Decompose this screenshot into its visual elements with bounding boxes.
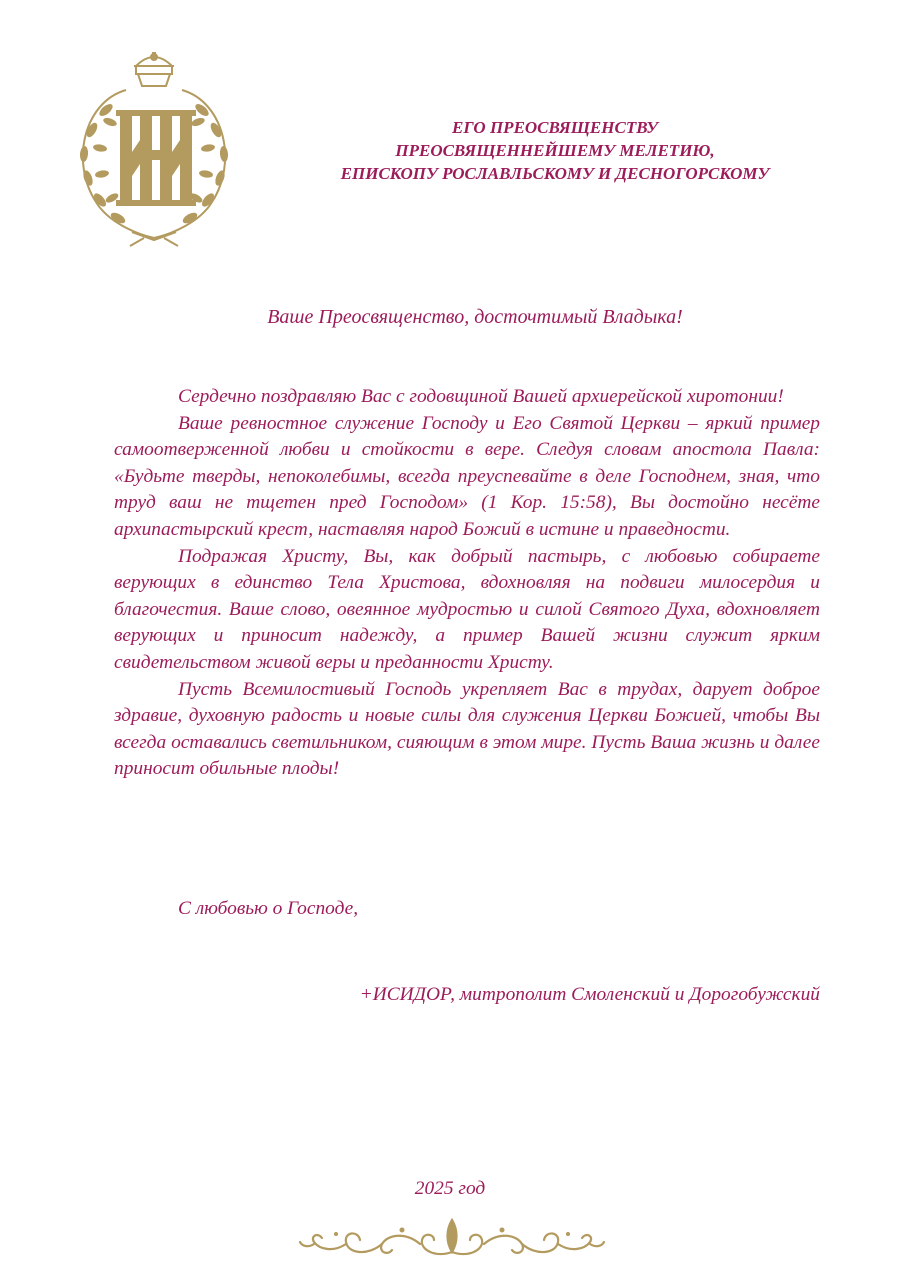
monogram-crest-icon <box>66 52 242 248</box>
addressee-line: ПРЕОСВЯЩЕННЕЙШЕМУ МЕЛЕТИЮ, <box>395 141 715 160</box>
addressee-line: ЕГО ПРЕОСВЯЩЕНСТВУ <box>452 118 658 137</box>
body-paragraph: Подражая Христу, Вы, как добрый пастырь, с любовью собираете верующих в единство Тела Христова, вдохновляя на подвиги милосердия и благочестия. Ваше слово, овеянное мудростью и силой Святого Духа, вдохновляет верующих и приносит надежду, а пример Вашей жизни служит ярким свидетельством живой веры и преданности Христу. <box>114 545 820 673</box>
addressee-block <box>300 116 810 185</box>
flourish-ornament-icon <box>296 1212 608 1264</box>
letter-body <box>114 384 820 783</box>
year: 2025 год <box>414 1178 486 1199</box>
body-paragraph: Пусть Всемилостивый Господь укрепляет Вас в трудах, дарует доброе здравие, духовную радость и новые силы для служения Церкви Божией, чтобы Вы всегда оставались светильником, сияющим в этом мире. Пусть Ваша жизнь и далее приносит обильные плоды! <box>114 678 820 780</box>
closing-line: С любовью о Господе, <box>178 898 359 919</box>
body-paragraph: Сердечно поздравляю Вас с годовщиной Вашей архиерейской хиротонии! <box>178 386 784 407</box>
body-paragraph: Ваше ревностное служение Господу и Его Святой Церкви – яркий пример самоотверженной любви и стойкости в вере. Следуя словам апостола Павла: «Будьте тверды, непоколебимы, всегда преуспевайте в деле Господнем, зная, что труд ваш не тщетен пред Господом» (1 Кор. 15:58), Вы достойно несёте архипастырский крест, наставляя народ Божий в истине и праведности. <box>114 412 820 540</box>
salutation: Ваше Преосвященство, досточтимый Владыка! <box>267 306 683 328</box>
addressee-line: ЕПИСКОПУ РОСЛАВЛЬСКОМУ И ДЕСНОГОРСКОМУ <box>340 164 770 183</box>
signature: +ИСИДОР, митрополит Смоленский и Дорогобужский <box>359 984 820 1005</box>
